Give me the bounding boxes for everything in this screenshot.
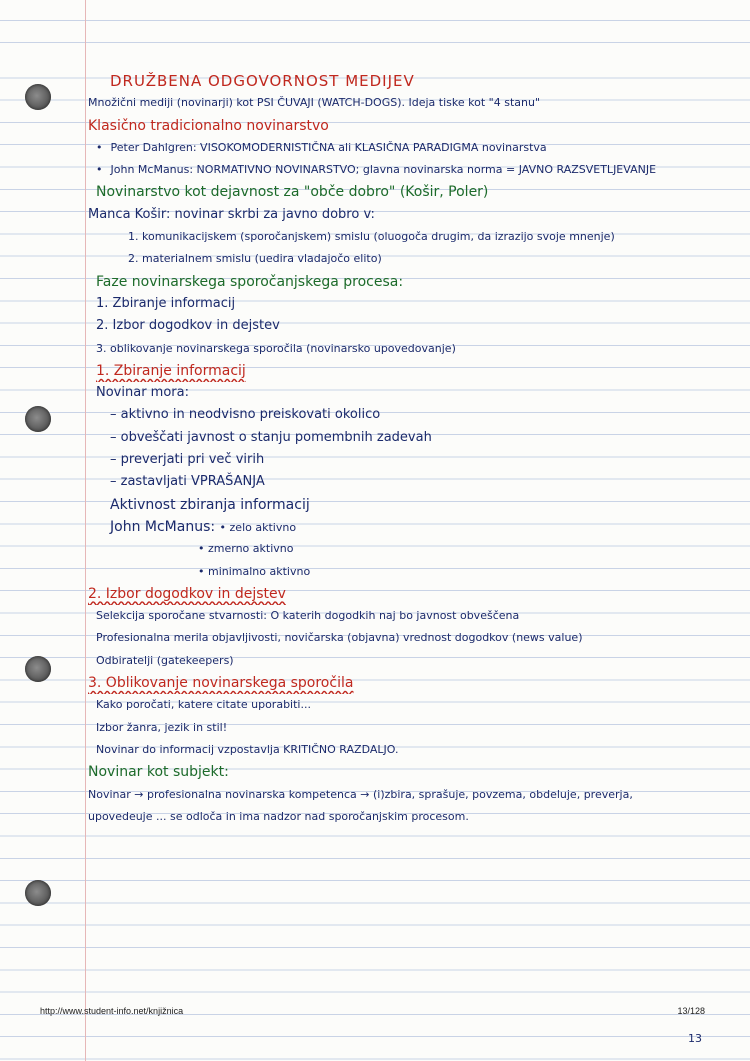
note-kako: Kako poročati, katere citate uporabiti...	[96, 698, 311, 712]
note-kosir: Manca Košir: novinar skrbi za javno dobro v:	[88, 206, 375, 222]
note-subject-1: Novinar → profesionalna novinarska kompetenca → (i)zbira, sprašuje, povzema, obdeluje, preverja,	[88, 787, 633, 801]
note-razdaljo: Novinar do informacij vzpostavlja KRITIČNO RAZDALJO.	[96, 742, 399, 756]
heading-common-good: Novinarstvo kot dejavnost za "obče dobro" (Košir, Poler)	[96, 184, 489, 201]
list-item: • zelo aktivno	[219, 520, 297, 534]
heading-phases: Faze novinarskega sporočanjskega procesa:	[96, 273, 404, 290]
note-gatekeepers: Odbiratelji (gatekeepers)	[96, 653, 234, 667]
note-line: Množični mediji (novinarji) kot PSI ČUVAJI (WATCH-DOGS). Ideja tiske kot "4 stanu"	[88, 96, 540, 110]
handwritten-page-number: 13	[688, 1032, 702, 1045]
punch-hole	[25, 880, 51, 906]
note-selection: Selekcija sporočane stvarnosti: O katerih dogodkih naj bo javnost obveščena	[96, 609, 520, 623]
heading-classic: Klasično tradicionalno novinarstvo	[88, 117, 329, 134]
list-item: – obveščati javnost o stanju pomembnih zadevah	[110, 429, 432, 445]
heading-subject: Novinar kot subjekt:	[88, 764, 229, 781]
section-heading-1: 1. Zbiranje informacij	[96, 362, 246, 379]
page-title: DRUŽBENA ODGOVORNOST MEDIJEV	[110, 72, 415, 90]
section-heading-3: 3. Oblikovanje novinarskega sporočila	[88, 675, 354, 692]
phase-item: 2. Izbor dogodkov in dejstev	[96, 318, 280, 334]
footer-page-number: 13/128	[677, 1006, 705, 1016]
handwritten-notes	[88, 70, 688, 828]
note-kosir-1: 1. komunikacijskem (sporočanjskem) smislu (oluogoča drugim, da izrazijo svoje mnenje)	[128, 230, 615, 244]
section-heading-2: 2. Izbor dogodkov in dejstev	[88, 585, 286, 602]
heading-activity: Aktivnost zbiranja informacij	[110, 496, 310, 513]
list-item: – zastavljati VPRAŠANJA	[110, 474, 265, 490]
note-kosir-2: 2. materialnem smislu (uedira vladajočo elito)	[128, 252, 382, 266]
note-novinar-mora: Novinar mora:	[96, 385, 189, 401]
list-item: • minimalno aktivno	[198, 564, 311, 578]
list-item: – aktivno in neodvisno preiskovati okolico	[110, 407, 381, 423]
note-dahlgren: • Peter Dahlgren: VISOKOMODERNISTIČNA ali KLASIČNA PARADIGMA novinarstva	[88, 137, 688, 159]
punch-hole	[25, 84, 51, 110]
list-item: • zmerno aktivno	[198, 542, 294, 556]
punch-hole	[25, 656, 51, 682]
margin-line	[85, 0, 86, 1061]
note-professional: Profesionalna merila objavljivosti, novičarska (objavna) vrednost dogodkov (news value)	[96, 631, 583, 645]
list-item: – preverjati pri več virih	[110, 452, 265, 468]
phase-item: 3. oblikovanje novinarskega sporočila (novinarsko upovedovanje)	[96, 341, 456, 355]
note-mcmanus-label: John McManus:	[110, 518, 216, 535]
punch-hole	[25, 406, 51, 432]
phase-item: 1. Zbiranje informacij	[96, 295, 236, 311]
footer-url: http://www.student-info.net/knjižnica	[40, 1006, 184, 1016]
note-izbor: Izbor žanra, jezik in stil!	[96, 720, 228, 734]
note-mcmanus: • John McManus: NORMATIVNO NOVINARSTVO; glavna novinarska norma = JAVNO RAZSVETLJEVANJE	[88, 159, 688, 181]
note-subject-2: upovedeuje ... se odloča in ima nadzor nad sporočanjskim procesom.	[88, 809, 469, 823]
